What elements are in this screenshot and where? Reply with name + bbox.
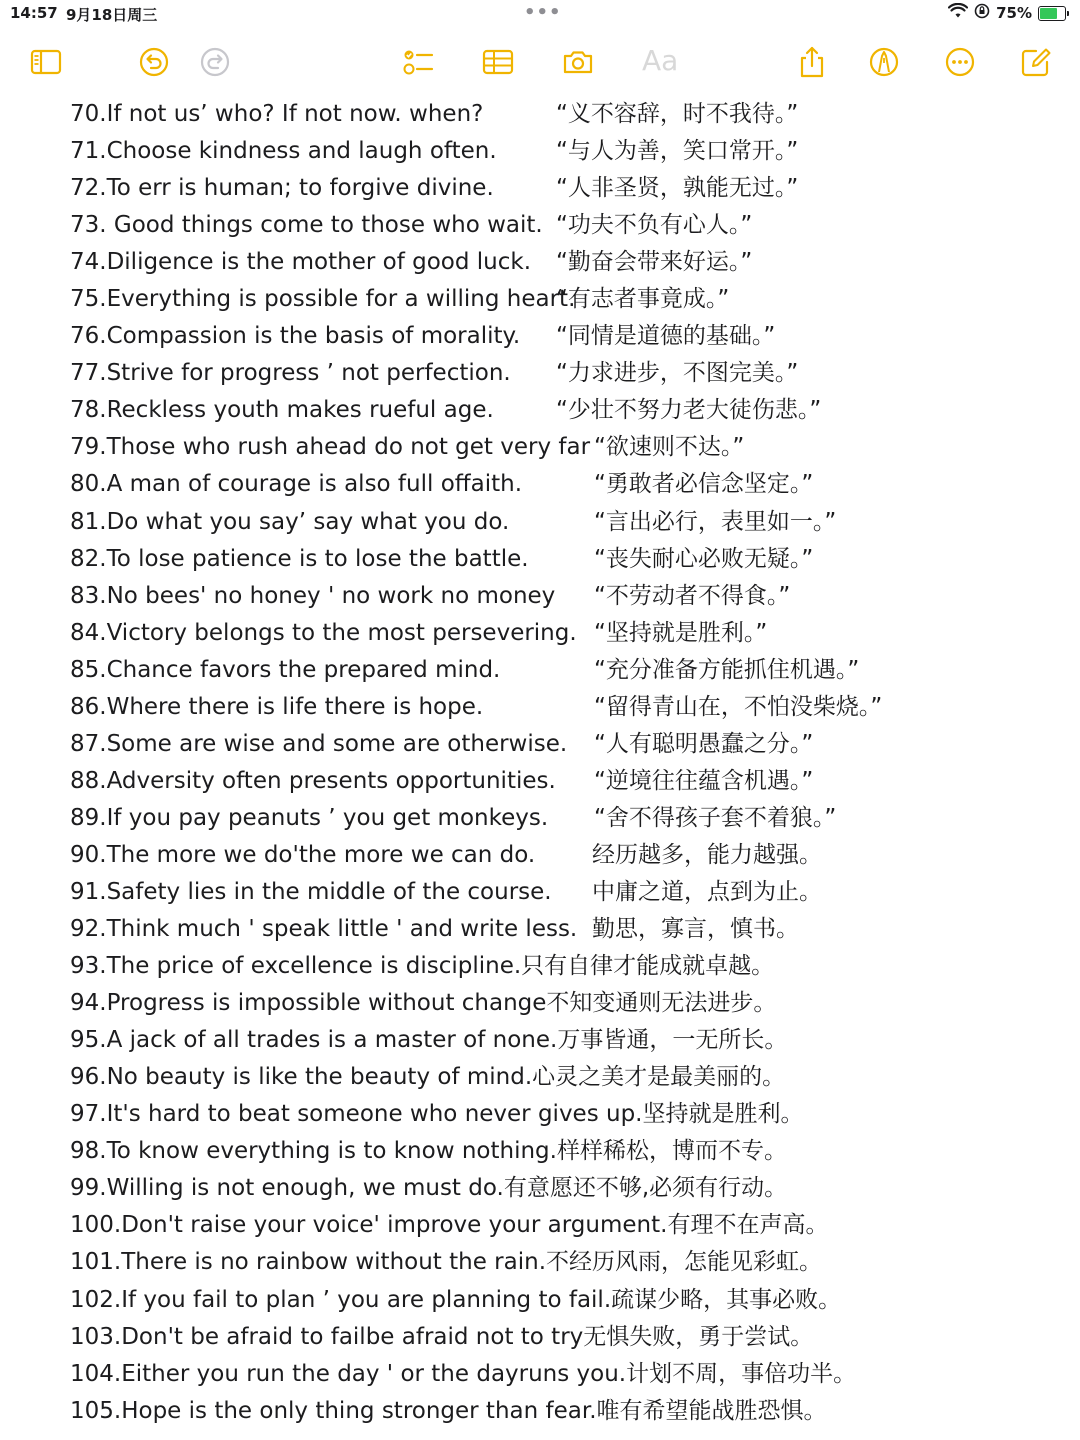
chinese-text: “丧失耐心必败无疑。” [594,545,814,572]
note-line [70,281,1070,318]
note-line [70,1207,1070,1244]
note-line [70,985,1070,1022]
note-line [70,1393,1070,1430]
note-line [70,689,1070,726]
chinese-text: 勤思，寡言，慎书。 [592,916,799,943]
note-line [70,652,1070,689]
note-line [70,578,1070,615]
note-line [70,1170,1070,1207]
note-line [70,318,1070,355]
table-icon [481,45,515,79]
note-line [70,355,1070,392]
note-line [70,1133,1070,1170]
chinese-text: “人有聪明愚蠢之分。” [594,730,814,757]
ellipsis-icon [943,45,977,79]
chinese-text: “逆境往往蕴含机遇。” [594,767,814,794]
chinese-text: “舍不得孩子套不着狼。” [594,804,837,831]
note-line [70,1096,1070,1133]
english-text: 80.A man of courage is also full offaith. [70,471,523,498]
share-button[interactable] [792,42,832,82]
chinese-text: “力求进步，不图完美。” [556,360,799,387]
chinese-text: “不劳动者不得食。” [594,582,791,609]
chinese-text: “同情是道德的基础。” [556,323,776,350]
note-line-text: 104.Either you run the day ' or the dayruns you.计划不周，事倍功半。 [70,1360,857,1387]
chinese-text: “留得青山在，不怕没柴烧。” [594,693,883,720]
note-line [70,1244,1070,1281]
chinese-text: “勇敢者必信念坚定。” [594,471,814,498]
english-text: 89.If you pay peanuts ’ you get monkeys. [70,804,549,831]
compose-button[interactable] [1016,42,1056,82]
english-text: 78.Reckless youth makes rueful age. [70,397,494,424]
english-text: 77.Strive for progress ’ not perfection. [70,360,511,387]
note-line [70,911,1070,948]
table-button[interactable] [478,42,518,82]
note-line [70,726,1070,763]
note-line [70,837,1070,874]
note-line [70,466,1070,503]
chinese-text: “充分准备方能抓住机遇。” [594,656,860,683]
chinese-text: 经历越多，能力越强。 [592,841,822,868]
sidebar-icon [29,45,63,79]
note-line-text: 97.It's hard to beat someone who never gives up.坚持就是胜利。 [70,1101,804,1128]
chinese-text: “言出必行，表里如一。” [594,508,837,535]
note-line-text: 103.Don't be afraid to failbe afraid not to try无惧失败，勇于尝试。 [70,1323,814,1350]
status-indicators [948,3,1066,23]
note-line-text: 100.Don't raise your voice' improve your argument.有理不在声高。 [70,1212,829,1239]
note-line [70,1282,1070,1319]
checklist-button[interactable] [398,42,438,82]
notes-toolbar [0,36,1080,86]
multitasking-dots[interactable]: ••• [524,2,562,23]
note-line [70,1059,1070,1096]
english-text: 73. Good things come to those who wait. [70,212,543,239]
note-line-text: 93.The price of excellence is discipline.只有自律才能成就卓越。 [70,953,775,980]
chinese-text: “人非圣贤，孰能无过。” [556,175,799,202]
share-icon [795,45,829,79]
note-line [70,504,1070,541]
note-line-text: 99.Willing is not enough, we must do.有意愿还不够,必须有行动。 [70,1175,788,1202]
checklist-icon [401,45,435,79]
chinese-text: “有志者事竟成。” [556,286,730,313]
note-line [70,874,1070,911]
chinese-text: 中庸之道，点到为止。 [592,878,822,905]
note-line [70,207,1070,244]
note-line [70,948,1070,985]
english-text: 82.To lose patience is to lose the battle. [70,545,529,572]
note-line [70,1319,1070,1356]
note-line-text: 105.Hope is the only thing stronger than fear.唯有希望能战胜恐惧。 [70,1397,827,1424]
english-text: 91.Safety lies in the middle of the course. [70,878,552,905]
note-line [70,1356,1070,1393]
markup-button[interactable] [864,42,904,82]
english-text: 70.If not us’ who? If not now. when? [70,101,484,127]
note-line-text: 96.No beauty is like the beauty of mind.心灵之美才是最美丽的。 [70,1064,786,1091]
chinese-text: “功夫不负有心人。” [556,212,753,239]
english-text: 85.Chance favors the prepared mind. [70,656,501,683]
note-line [70,244,1070,281]
note-line-text: 101.There is no rainbow without the rain.不经历风雨，怎能见彩虹。 [70,1249,823,1276]
status-bar [0,0,1080,28]
camera-icon [561,45,595,79]
note-line [70,763,1070,800]
english-text: 74.Diligence is the mother of good luck. [70,249,531,276]
english-text: 71.Choose kindness and laugh often. [70,138,497,165]
english-text: 87.Some are wise and some are otherwise. [70,730,568,757]
note-line [70,392,1070,429]
english-text: 83.No bees' no honey ' no work no money [70,582,556,609]
english-text: 72.To err is human; to forgive divine. [70,175,494,202]
chinese-text: “义不容辞，时不我待。” [556,101,799,127]
note-line [70,1022,1070,1059]
chinese-text: “坚持就是胜利。” [594,619,768,646]
note-line [70,133,1070,170]
english-text: 84.Victory belongs to the most persevering. [70,619,577,646]
pen-tip-icon [867,45,901,79]
undo-icon [137,45,171,79]
english-text: 81.Do what you say’ say what you do. [70,508,510,535]
chinese-text: “欲速则不达。” [594,434,745,461]
note-line [70,541,1070,578]
orientation-lock-icon [974,3,990,23]
note-line-text: 95.A jack of all trades is a master of none.万事皆通，一无所长。 [70,1027,788,1054]
more-button[interactable] [940,42,980,82]
format-text-button[interactable]: Aa [642,44,679,77]
note-line-text: 94.Progress is impossible without change不知变通则无法进步。 [70,990,777,1017]
camera-button[interactable] [558,42,598,82]
english-text: 86.Where there is life there is hope. [70,693,484,720]
status-time: 14:57 [10,4,58,22]
note-body[interactable] [70,96,1070,1430]
note-line-text: 102.If you fail to plan ’ you are planning to fail.疏谋少略，其事必败。 [70,1286,842,1313]
sidebar-toggle-button[interactable] [26,42,66,82]
note-line [70,170,1070,207]
english-text: 79.Those who rush ahead do not get very far [70,434,591,461]
undo-button[interactable] [134,42,174,82]
battery-tip [1067,11,1069,16]
note-line [70,429,1070,466]
note-line [70,800,1070,837]
english-text: 90.The more we do'the more we can do. [70,841,536,868]
note-line [70,96,1070,133]
status-date: 9月18日周三 [66,6,158,24]
redo-icon [198,45,232,79]
english-text: 76.Compassion is the basis of morality. [70,323,521,350]
english-text: 92.Think much ' speak little ' and write less. [70,916,578,943]
english-text: 75.Everything is possible for a willing heart. [70,286,576,313]
battery-fill [1040,8,1057,19]
compose-icon [1019,45,1053,79]
redo-button[interactable] [195,42,235,82]
english-text: 88.Adversity often presents opportunities. [70,767,556,794]
wifi-icon [948,3,968,23]
note-line-text: 98.To know everything is to know nothing.样样稀松，博而不专。 [70,1138,787,1165]
chinese-text: “与人为善，笑口常开。” [556,138,799,165]
note-line [70,615,1070,652]
chinese-text: “少壮不努力老大徒伤悲。” [556,397,822,424]
battery-icon [1038,6,1066,21]
battery-percent: 75% [996,4,1032,22]
chinese-text: “勤奋会带来好运。” [556,249,753,276]
